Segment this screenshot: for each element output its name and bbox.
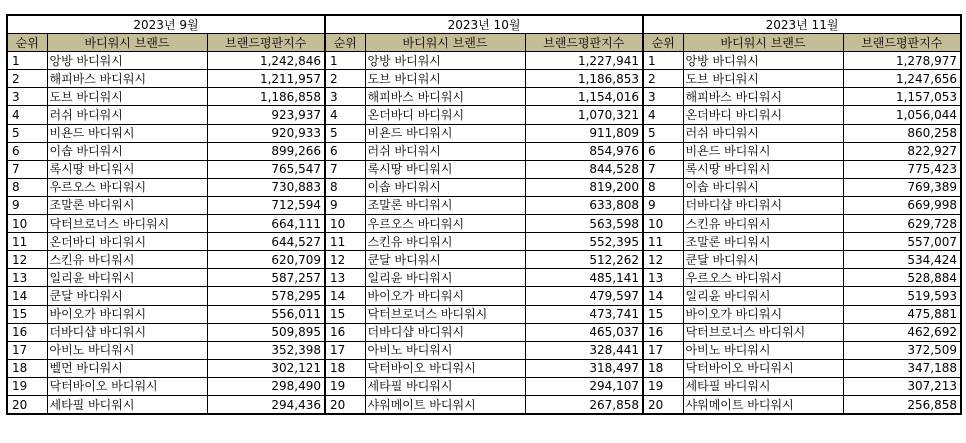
rank-cell: 7 (7, 160, 47, 178)
score-cell: 844,528 (525, 160, 643, 178)
score-cell: 552,395 (525, 233, 643, 251)
brand-cell: 록시땅 바디워시 (683, 160, 843, 178)
brand-cell: 조말론 바디워시 (47, 196, 207, 214)
table-row (7, 341, 961, 359)
score-cell: 1,227,941 (525, 52, 643, 70)
table-row (7, 305, 961, 323)
brand-cell: 비욘드 바디워시 (47, 124, 207, 142)
rank-cell: 14 (7, 287, 47, 305)
rank-cell: 6 (7, 142, 47, 160)
brand-cell: 닥터바이오 바디워시 (365, 359, 525, 377)
rank-cell: 8 (643, 178, 683, 196)
brand-cell: 더바디샵 바디워시 (47, 323, 207, 341)
rank-cell: 11 (643, 233, 683, 251)
score-cell: 819,200 (525, 178, 643, 196)
brand-cell: 조말론 바디워시 (683, 233, 843, 251)
brand-cell: 도브 바디워시 (365, 70, 525, 88)
score-cell: 1,186,853 (525, 70, 643, 88)
brand-cell: 바이오가 바디워시 (365, 287, 525, 305)
brand-reputation-table (6, 14, 962, 415)
table-row (7, 233, 961, 251)
month-title-sep: 2023년 9월 (7, 15, 325, 34)
score-cell: 633,808 (525, 196, 643, 214)
score-cell: 534,424 (843, 251, 961, 269)
rank-cell: 7 (325, 160, 365, 178)
score-cell: 730,883 (207, 178, 325, 196)
brand-cell: 스킨유 바디워시 (365, 233, 525, 251)
score-cell: 347,188 (843, 359, 961, 377)
rank-cell: 5 (643, 124, 683, 142)
rank-cell: 5 (7, 124, 47, 142)
score-cell: 712,594 (207, 196, 325, 214)
brand-cell: 닥터브로너스 바디워시 (683, 323, 843, 341)
table-row (7, 160, 961, 178)
rank-cell: 1 (325, 52, 365, 70)
brand-cell: 샤워메이트 바디워시 (365, 395, 525, 414)
brand-cell: 바이오가 바디워시 (47, 305, 207, 323)
rank-cell: 13 (325, 269, 365, 287)
score-cell: 256,858 (843, 395, 961, 414)
brand-cell: 아비노 바디워시 (683, 341, 843, 359)
brand-cell: 일리윤 바디워시 (365, 269, 525, 287)
col-brand-header: 바디워시 브랜드 (47, 34, 207, 52)
score-cell: 1,242,846 (207, 52, 325, 70)
table-row (7, 124, 961, 142)
brand-cell: 일리윤 바디워시 (683, 287, 843, 305)
score-cell: 854,976 (525, 142, 643, 160)
brand-cell: 러쉬 바디워시 (47, 106, 207, 124)
col-brand-header: 바디워시 브랜드 (365, 34, 525, 52)
rank-cell: 4 (325, 106, 365, 124)
brand-cell: 아비노 바디워시 (365, 341, 525, 359)
col-rank-header: 순위 (325, 34, 365, 52)
score-cell: 822,927 (843, 142, 961, 160)
score-cell: 1,070,321 (525, 106, 643, 124)
rank-cell: 12 (643, 251, 683, 269)
brand-cell: 세타필 바디워시 (683, 377, 843, 395)
brand-cell: 바이오가 바디워시 (683, 305, 843, 323)
col-rank-header: 순위 (7, 34, 47, 52)
rank-cell: 10 (7, 215, 47, 233)
rank-cell: 2 (7, 70, 47, 88)
rank-cell: 3 (643, 88, 683, 106)
score-cell: 664,111 (207, 215, 325, 233)
score-cell: 473,741 (525, 305, 643, 323)
score-cell: 765,547 (207, 160, 325, 178)
table-row (7, 359, 961, 377)
score-cell: 1,247,656 (843, 70, 961, 88)
brand-cell: 닥터바이오 바디워시 (683, 359, 843, 377)
rank-cell: 20 (325, 395, 365, 414)
brand-cell: 이솝 바디워시 (47, 142, 207, 160)
rank-cell: 20 (643, 395, 683, 414)
brand-cell: 조말론 바디워시 (365, 196, 525, 214)
score-cell: 318,497 (525, 359, 643, 377)
rank-cell: 15 (643, 305, 683, 323)
brand-cell: 이솝 바디워시 (683, 178, 843, 196)
brand-cell: 더바디샵 바디워시 (365, 323, 525, 341)
rank-cell: 13 (7, 269, 47, 287)
score-cell: 267,858 (525, 395, 643, 414)
table-row (7, 106, 961, 124)
score-cell: 911,809 (525, 124, 643, 142)
score-cell: 1,186,858 (207, 88, 325, 106)
score-cell: 587,257 (207, 269, 325, 287)
rank-cell: 6 (325, 142, 365, 160)
rank-cell: 8 (7, 178, 47, 196)
score-cell: 485,141 (525, 269, 643, 287)
score-cell: 775,423 (843, 160, 961, 178)
score-cell: 328,441 (525, 341, 643, 359)
col-brand-header: 바디워시 브랜드 (683, 34, 843, 52)
brand-cell: 우르오스 바디워시 (47, 178, 207, 196)
brand-cell: 스킨유 바디워시 (683, 215, 843, 233)
rank-cell: 12 (7, 251, 47, 269)
brand-cell: 스킨유 바디워시 (47, 251, 207, 269)
table-row (7, 269, 961, 287)
rank-cell: 7 (643, 160, 683, 178)
brand-cell: 샤워메이트 바디워시 (683, 395, 843, 414)
column-header-row (7, 34, 961, 52)
brand-cell: 앙방 바디워시 (47, 52, 207, 70)
brand-cell: 쿤달 바디워시 (47, 287, 207, 305)
score-cell: 923,937 (207, 106, 325, 124)
score-cell: 479,597 (525, 287, 643, 305)
rank-cell: 19 (643, 377, 683, 395)
score-cell: 669,998 (843, 196, 961, 214)
rank-cell: 2 (643, 70, 683, 88)
rank-cell: 9 (7, 196, 47, 214)
rank-cell: 10 (643, 215, 683, 233)
score-cell: 557,007 (843, 233, 961, 251)
table-row (7, 395, 961, 414)
score-cell: 899,266 (207, 142, 325, 160)
rank-cell: 2 (325, 70, 365, 88)
rank-cell: 16 (643, 323, 683, 341)
table-row (7, 142, 961, 160)
brand-cell: 러쉬 바디워시 (365, 142, 525, 160)
rank-cell: 18 (325, 359, 365, 377)
rank-cell: 12 (325, 251, 365, 269)
score-cell: 1,278,977 (843, 52, 961, 70)
score-cell: 509,895 (207, 323, 325, 341)
rank-cell: 6 (643, 142, 683, 160)
score-cell: 1,211,957 (207, 70, 325, 88)
rank-cell: 9 (643, 196, 683, 214)
rank-cell: 8 (325, 178, 365, 196)
table-row (7, 377, 961, 395)
rank-cell: 14 (325, 287, 365, 305)
brand-cell: 러쉬 바디워시 (683, 124, 843, 142)
score-cell: 298,490 (207, 377, 325, 395)
score-cell: 556,011 (207, 305, 325, 323)
table-row (7, 88, 961, 106)
brand-cell: 닥터브로너스 바디워시 (47, 215, 207, 233)
score-cell: 578,295 (207, 287, 325, 305)
score-cell: 563,598 (525, 215, 643, 233)
brand-cell: 세타필 바디워시 (47, 395, 207, 414)
rank-cell: 11 (7, 233, 47, 251)
brand-cell: 앙방 바디워시 (683, 52, 843, 70)
table-row (7, 287, 961, 305)
table-row (7, 251, 961, 269)
brand-cell: 쿤달 바디워시 (365, 251, 525, 269)
score-cell: 1,056,044 (843, 106, 961, 124)
brand-cell: 해피바스 바디워시 (365, 88, 525, 106)
table-row (7, 323, 961, 341)
rank-cell: 15 (325, 305, 365, 323)
brand-cell: 이솝 바디워시 (365, 178, 525, 196)
brand-cell: 세타필 바디워시 (365, 377, 525, 395)
rank-cell: 16 (325, 323, 365, 341)
rank-cell: 11 (325, 233, 365, 251)
brand-cell: 온더바디 바디워시 (683, 106, 843, 124)
brand-cell: 도브 바디워시 (683, 70, 843, 88)
table-body (7, 52, 961, 414)
brand-cell: 닥터브로너스 바디워시 (365, 305, 525, 323)
rank-cell: 3 (7, 88, 47, 106)
brand-cell: 일리윤 바디워시 (47, 269, 207, 287)
table-row (7, 52, 961, 70)
brand-cell: 닥터바이오 바디워시 (47, 377, 207, 395)
brand-cell: 앙방 바디워시 (365, 52, 525, 70)
score-cell: 372,509 (843, 341, 961, 359)
rank-cell: 18 (643, 359, 683, 377)
brand-cell: 쿤달 바디워시 (683, 251, 843, 269)
score-cell: 769,389 (843, 178, 961, 196)
brand-cell: 도브 바디워시 (47, 88, 207, 106)
rank-cell: 3 (325, 88, 365, 106)
rank-cell: 17 (643, 341, 683, 359)
brand-cell: 온더바디 바디워시 (365, 106, 525, 124)
rank-cell: 19 (7, 377, 47, 395)
col-score-header: 브랜드평판지수 (525, 34, 643, 52)
rank-cell: 18 (7, 359, 47, 377)
brand-cell: 비욘드 바디워시 (683, 142, 843, 160)
rank-cell: 17 (325, 341, 365, 359)
brand-cell: 아비노 바디워시 (47, 341, 207, 359)
rank-cell: 4 (643, 106, 683, 124)
brand-cell: 비욘드 바디워시 (365, 124, 525, 142)
rank-cell: 5 (325, 124, 365, 142)
rank-cell: 20 (7, 395, 47, 414)
brand-cell: 록시땅 바디워시 (47, 160, 207, 178)
score-cell: 512,262 (525, 251, 643, 269)
score-cell: 465,037 (525, 323, 643, 341)
score-cell: 1,157,053 (843, 88, 961, 106)
col-score-header: 브랜드평판지수 (207, 34, 325, 52)
score-cell: 294,436 (207, 395, 325, 414)
rank-cell: 15 (7, 305, 47, 323)
brand-cell: 해피바스 바디워시 (47, 70, 207, 88)
table-row (7, 70, 961, 88)
rank-cell: 4 (7, 106, 47, 124)
score-cell: 629,728 (843, 215, 961, 233)
score-cell: 294,107 (525, 377, 643, 395)
brand-cell: 벨먼 바디워시 (47, 359, 207, 377)
score-cell: 475,881 (843, 305, 961, 323)
score-cell: 860,258 (843, 124, 961, 142)
score-cell: 307,213 (843, 377, 961, 395)
score-cell: 462,692 (843, 323, 961, 341)
rank-cell: 1 (643, 52, 683, 70)
brand-cell: 록시땅 바디워시 (365, 160, 525, 178)
table-row (7, 196, 961, 214)
rank-cell: 17 (7, 341, 47, 359)
score-cell: 528,884 (843, 269, 961, 287)
brand-cell: 더바디샵 바디워시 (683, 196, 843, 214)
month-title-nov: 2023년 11월 (643, 15, 961, 34)
brand-cell: 온더바디 바디워시 (47, 233, 207, 251)
month-title-oct: 2023년 10월 (325, 15, 643, 34)
rank-cell: 14 (643, 287, 683, 305)
rank-cell: 9 (325, 196, 365, 214)
brand-cell: 우르오스 바디워시 (365, 215, 525, 233)
score-cell: 920,933 (207, 124, 325, 142)
col-score-header: 브랜드평판지수 (843, 34, 961, 52)
month-title-row (7, 15, 961, 34)
rank-cell: 19 (325, 377, 365, 395)
brand-cell: 우르오스 바디워시 (683, 269, 843, 287)
score-cell: 519,593 (843, 287, 961, 305)
rank-cell: 1 (7, 52, 47, 70)
rank-cell: 10 (325, 215, 365, 233)
score-cell: 302,121 (207, 359, 325, 377)
score-cell: 1,154,016 (525, 88, 643, 106)
brand-cell: 해피바스 바디워시 (683, 88, 843, 106)
rank-cell: 13 (643, 269, 683, 287)
rank-cell: 16 (7, 323, 47, 341)
col-rank-header: 순위 (643, 34, 683, 52)
table-row (7, 215, 961, 233)
table-row (7, 178, 961, 196)
score-cell: 644,527 (207, 233, 325, 251)
score-cell: 352,398 (207, 341, 325, 359)
score-cell: 620,709 (207, 251, 325, 269)
